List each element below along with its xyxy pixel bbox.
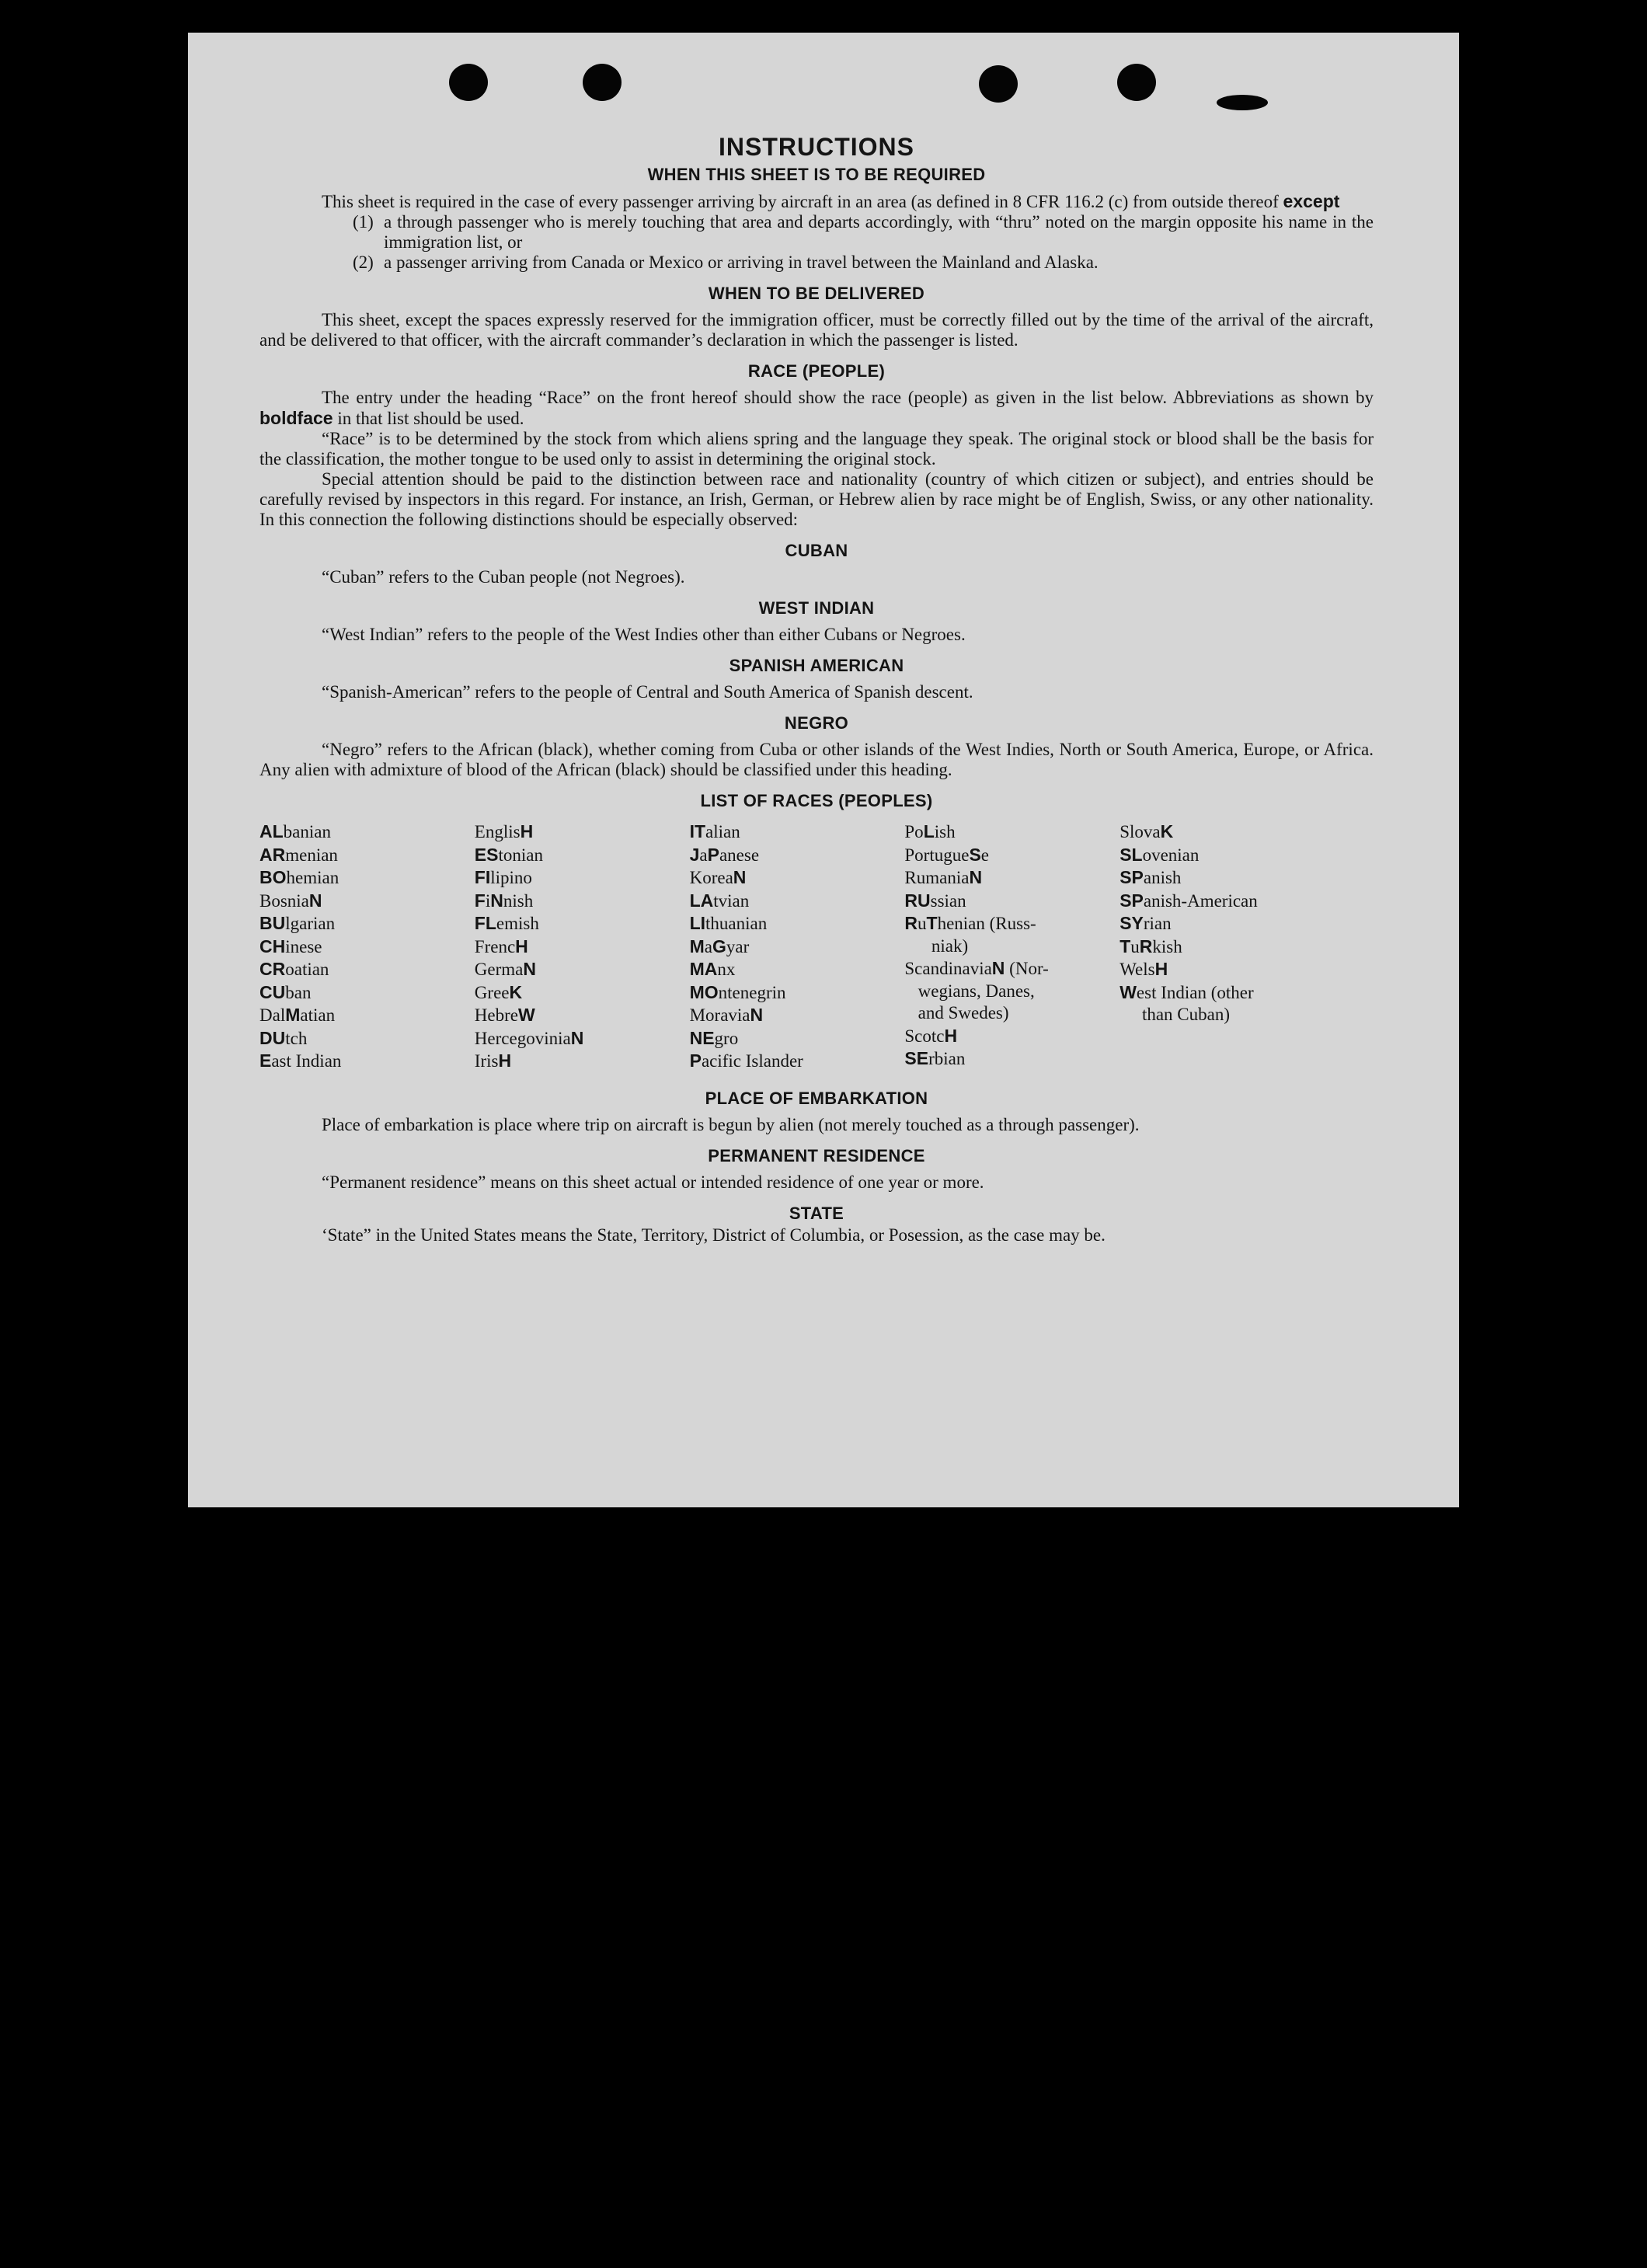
race-entry: CRoatian — [259, 959, 329, 979]
race-entry: MoraviaN — [689, 1005, 764, 1025]
race-entry: BosniaN — [259, 890, 322, 911]
page-title: INSTRUCTIONS — [719, 133, 914, 161]
race-entry: LIthuanian — [689, 913, 768, 933]
race-column — [259, 820, 475, 1073]
list-of-races — [259, 820, 1374, 1073]
heading-permanent-residence: PERMANENT RESIDENCE — [708, 1145, 925, 1165]
race-entry: ITalian — [689, 821, 740, 841]
race-entry: IrisH — [474, 1050, 512, 1071]
race-entry: HercegoviniaN — [474, 1027, 584, 1048]
race-entry: JaPanese — [689, 844, 760, 865]
race-entry: PortugueSe — [904, 844, 990, 865]
race-entry: GreeK — [474, 981, 523, 1002]
race-column — [1119, 820, 1335, 1073]
race-entry: SlovaK — [1119, 821, 1174, 841]
race-entry: WelsH — [1119, 959, 1168, 979]
race-entry: LAtvian — [689, 890, 750, 911]
race-entry: DUtch — [259, 1027, 308, 1048]
negro-text: “Negro” refers to the African (black), whether coming from Cuba or other islands of the West Indies, North or South America, Europe, or Africa. Any alien with admixture of blood of the African (black) should be classified under this heading. — [259, 740, 1374, 779]
race-entry: MAnx — [689, 959, 736, 979]
race-entry: West Indian (other — [1119, 981, 1254, 1002]
race-entry: EStonian — [474, 844, 543, 865]
punch-hole — [449, 64, 488, 101]
punch-hole — [979, 65, 1018, 103]
heading-spanish-american: SPANISH AMERICAN — [729, 656, 904, 675]
race-column — [475, 820, 690, 1073]
permanent-residence-text: “Permanent residence” means on this sheet actual or intended residence of one year or more. — [322, 1172, 984, 1192]
race-entry: NEgro — [689, 1027, 739, 1048]
race-paragraph-3: Special attention should be paid to the distinction between race and nationality (country of which citizen or subject), and entries should be carefully revised by inspectors in this regard. For instance, an Irish, German, or Hebrew alien by race might be of English, Swiss, or any other nationality. In this connection the following distinctions should be especially observed: — [259, 469, 1374, 529]
race-entry: SLovenian — [1119, 844, 1200, 865]
race-entry: ALbanian — [259, 821, 331, 841]
document-page — [188, 33, 1459, 1507]
state-text: ‘State” in the United States means the State, Territory, District of Columbia, or Posession, as the case may be. — [322, 1225, 1106, 1245]
race-entry: SPanish-American — [1119, 890, 1258, 911]
heading-when-required: WHEN THIS SHEET IS TO BE REQUIRED — [647, 165, 986, 184]
heading-embarkation: PLACE OF EMBARKATION — [705, 1088, 928, 1108]
spanish-american-text: “Spanish-American” refers to the people of Central and South America of Spanish descent. — [322, 682, 973, 702]
race-column — [690, 820, 905, 1073]
race-entry: CHinese — [259, 935, 322, 956]
race-entry: SPanish — [1119, 867, 1182, 887]
race-entry: and Swedes) — [904, 1003, 1009, 1023]
race-entry: wegians, Danes, — [904, 981, 1035, 1001]
when-required-item: (1) a through passenger who is merely touching that area and departs accordingly, with “thru” noted on the margin opposite his name in the immigration list, or — [353, 212, 1374, 252]
punch-hole — [583, 64, 622, 101]
embarkation-text: Place of embarkation is place where trip on aircraft is begun by alien (not merely touched as a through passenger). — [322, 1114, 1140, 1134]
race-entry: BUlgarian — [259, 913, 336, 933]
race-entry: GermaN — [474, 959, 536, 979]
race-entry: KoreaN — [689, 867, 747, 887]
heading-negro: NEGRO — [784, 713, 849, 733]
race-entry: FiNnish — [474, 890, 534, 911]
heading-list-of-races: LIST OF RACES (PEOPLES) — [700, 791, 933, 810]
race-entry: TuRkish — [1119, 935, 1182, 956]
race-entry: RuThenian (Russ- — [904, 913, 1036, 933]
race-entry: East Indian — [259, 1050, 342, 1071]
race-entry: SErbian — [904, 1048, 966, 1068]
race-entry: FrencH — [474, 935, 528, 956]
punch-hole — [1117, 64, 1156, 101]
race-entry: niak) — [904, 935, 969, 956]
when-required-intro: This sheet is required in the case of every passenger arriving by aircraft in an area (as defined in 8 CFR 116.2 (c) from outside thereof except — [322, 191, 1340, 211]
race-entry: PoLish — [904, 821, 956, 841]
ink-smudge — [1217, 95, 1268, 110]
race-entry: Pacific Islander — [689, 1050, 803, 1071]
heading-state: STATE — [789, 1203, 844, 1223]
race-entry: than Cuban) — [1119, 1005, 1230, 1024]
race-column — [904, 820, 1119, 1073]
race-entry: CUban — [259, 981, 312, 1002]
west-indian-text: “West Indian” refers to the people of the West Indies other than either Cubans or Negroes. — [322, 625, 966, 644]
race-entry: HebreW — [474, 1005, 535, 1025]
race-entry: MaGyar — [689, 935, 750, 956]
race-entry: EnglisH — [474, 821, 534, 841]
race-entry: BOhemian — [259, 867, 339, 887]
race-entry: ScandinaviaN (Nor- — [904, 958, 1049, 978]
race-entry: FIlipino — [474, 867, 532, 887]
race-entry: RUssian — [904, 890, 966, 911]
race-entry: DalMatian — [259, 1005, 336, 1025]
heading-cuban: CUBAN — [785, 541, 848, 560]
race-entry: SYrian — [1119, 913, 1172, 933]
when-required-item: (2) a passenger arriving from Canada or Mexico or arriving in travel between the Mainland and Alaska. — [353, 253, 1099, 272]
race-paragraph-2: “Race” is to be determined by the stock from which aliens spring and the language they speak. The original stock or blood shall be the basis for the classification, the mother tongue to be used only to assist in determining the original stock. — [259, 429, 1374, 469]
race-entry: ScotcH — [904, 1025, 958, 1046]
cuban-text: “Cuban” refers to the Cuban people (not Negroes). — [322, 567, 685, 587]
race-paragraph-1: The entry under the heading “Race” on the front hereof should show the race (people) as given in the list below. Abbreviations as shown by boldface in that list should be used. — [259, 388, 1374, 428]
heading-when-delivered: WHEN TO BE DELIVERED — [708, 284, 925, 303]
when-delivered-text: This sheet, except the spaces expressly reserved for the immigration officer, must be correctly filled out by the time of the arrival of the aircraft, and be delivered to that officer, with the aircraft commander’s declaration in which the passenger is listed. — [259, 310, 1374, 350]
race-entry: MOntenegrin — [689, 981, 786, 1002]
heading-west-indian: WEST INDIAN — [758, 598, 875, 618]
race-entry: RumaniaN — [904, 867, 983, 887]
race-entry: FLemish — [474, 913, 539, 933]
race-entry: ARmenian — [259, 844, 338, 865]
heading-race: RACE (PEOPLE) — [747, 361, 886, 381]
